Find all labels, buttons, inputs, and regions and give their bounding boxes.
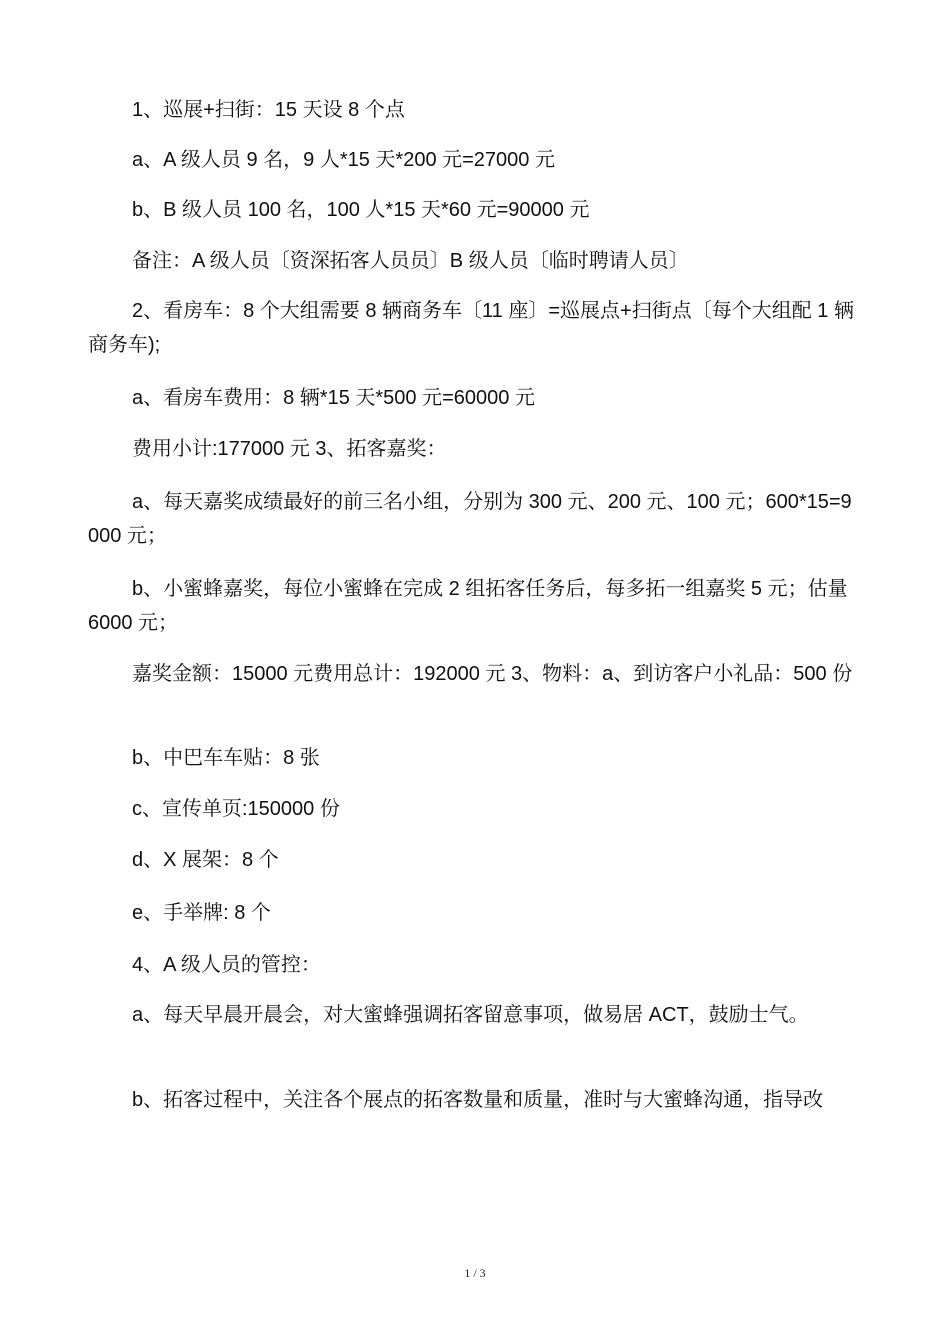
paragraph-17: b、拓客过程中，关注各个展点的拓客数量和质量，准时与大蜜蜂沟通，指导改 — [132, 1089, 824, 1111]
paragraph-12: c、宣传单页:150000 份 — [132, 798, 340, 820]
paragraph-2: a、A 级人员 9 名，9 人*15 天*200 元=27000 元 — [132, 149, 555, 171]
paragraph-15: 4、A 级人员的管控： — [132, 954, 321, 976]
paragraph-4: 备注：A 级人员〔资深拓客人员员〕B 级人员〔临时聘请人员〕 — [132, 250, 689, 272]
paragraph-11: b、中巴车车贴：8 张 — [132, 747, 320, 769]
paragraph-7: 费用小计:177000 元 3、拓客嘉奖： — [132, 438, 447, 460]
paragraph-8: a、每天嘉奖成绩最好的前三名小组，分别为 300 元、200 元、100 元；600*15=9000 元； — [88, 491, 852, 547]
paragraph-6: a、看房车费用：8 辆*15 天*500 元=60000 元 — [132, 387, 535, 409]
paragraph-10: 嘉奖金额：15000 元费用总计：192000 元 3、物料：a、到访客户小礼品：500 份 — [132, 663, 853, 685]
paragraph-9: b、小蜜蜂嘉奖，每位小蜜蜂在完成 2 组拓客任务后，每多拓一组嘉奖 5 元；估量 6000 元； — [88, 578, 848, 634]
paragraph-1: 1、巡展+扫街：15 天设 8 个点 — [132, 99, 405, 121]
paragraph-13: d、X 展架：8 个 — [132, 849, 279, 871]
paragraph-5: 2、看房车：8 个大组需要 8 辆商务车〔11 座〕=巡展点+扫街点〔每个大组配 1 辆商务车); — [88, 300, 854, 356]
paragraph-14: e、手举牌: 8 个 — [132, 902, 271, 924]
paragraph-3: b、B 级人员 100 名，100 人*15 天*60 元=90000 元 — [132, 199, 590, 221]
paragraph-16: a、每天早晨开晨会，对大蜜蜂强调拓客留意事项，做易居 ACT，鼓励士气。 — [132, 1004, 809, 1026]
page-number: 1 / 3 — [464, 1266, 486, 1280]
